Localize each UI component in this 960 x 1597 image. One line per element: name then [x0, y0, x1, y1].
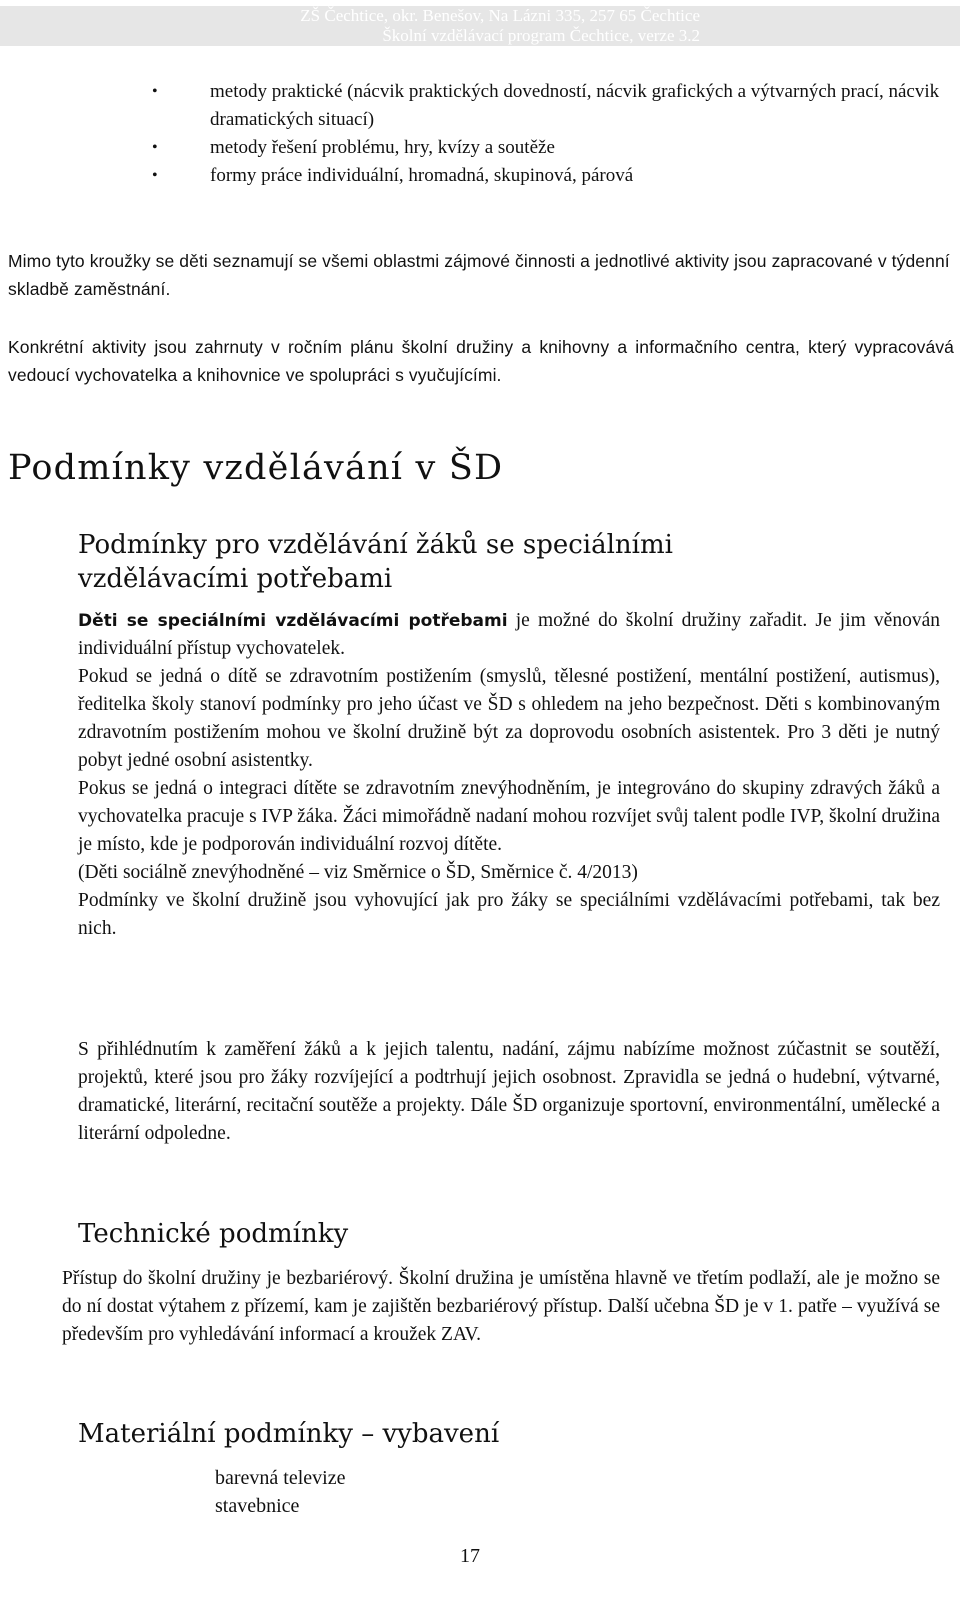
ssp-paragraph-2: Pokud se jedná o dítě se zdravotním postižením (smyslů, tělesné postižení, mentální postižení, autismus), ředitelka školy stanoví podmínky pro jeho účast ve ŠD s ohledem na jeho bezpečnost. Děti s kombinovaným zdravotním postižením mohou ve školní družině být za doprovodu osobních asistentek. Pro 3 děti je nutný pobyt jedné osobní asistentky.: [78, 666, 940, 771]
list-item-text: metody řešení problému, hry, kvízy a soutěže: [210, 137, 555, 158]
header-program-version: Školní vzdělávací program Čechtice, verze 3.2: [382, 26, 700, 45]
material-list: [215, 1464, 345, 1520]
page-number: 17: [460, 1545, 480, 1567]
bullet-icon: •: [152, 167, 158, 184]
ssp-lead-paragraph: [78, 607, 940, 663]
header-school-address: ZŠ Čechtice, okr. Benešov, Na Lázni 335, 257 65 Čechtice: [300, 6, 700, 25]
list-item-text: formy práce individuální, hromadná, skupinová, párová: [210, 165, 634, 186]
ssp-lead-rest: je možné do školní družiny zařadit. Je jim věnován individuální přístup vychovatelek.: [78, 610, 940, 659]
material-title: Materiální podmínky – vybavení: [78, 1419, 500, 1449]
paragraph-prihlednutim-text: S přihlédnutím k zaměření žáků a k jejich talentu, nadání, zájmu nabízíme možnost zúčastnit se soutěží, projektů, které jsou pro žáky rozvíjející a podtrhují jejich osobnost. Zpravidla se jedná o hudební, výtvarné, dramatické, literární, recitační soutěže a projekty. Dále ŠD organizuje sportovní, environmentální, umělecké a literární odpoledne.: [78, 1039, 940, 1144]
methods-list: [150, 78, 950, 190]
section-title: Podmínky vzdělávání v ŠD: [8, 448, 504, 488]
paragraph-prihlednutim: [78, 1036, 940, 1148]
page-header: [0, 6, 960, 46]
ssp-lead-bold: Děti se speciálními vzdělávacími potřebami: [78, 611, 508, 631]
subsection-title-ssp: Podmínky pro vzdělávání žáků se speciálními vzdělávacími potřebami: [78, 530, 673, 594]
paragraph-mimo: Mimo tyto kroužky se děti seznamují se všemi oblastmi zájmové činnosti a jednotlivé aktivity jsou zapracované v týdenní skladbě zaměstnání.: [8, 251, 950, 299]
technical-text: Přístup do školní družiny je bezbariérový. Školní družina je umístěna hlavně ve třetím podlaží, ale je možno se do ní dostat výtahem z přízemí, kam je zajištěn bezbariérový přístup. Další učebna ŠD je v 1. patře – využívá se především pro vyhledávání informací a kroužek ZAV.: [62, 1268, 940, 1345]
bullet-icon: •: [152, 139, 158, 156]
technical-title: Technické podmínky: [78, 1219, 349, 1249]
list-item: [150, 162, 950, 190]
technical-text-block: [62, 1265, 940, 1349]
ssp-text-block: [78, 607, 940, 943]
list-item: stavebnice: [215, 1495, 300, 1517]
ssp-paragraph-3: Pokus se jedná o integraci dítěte se zdravotním znevýhodněním, je integrováno do skupiny zdravých žáků a vychovatelka pracuje s IVP žáka. Žáci mimořádně nadaní mohou rozvíjet svůj talent podle IVP, školní družina je místo, kde je podporován individuální rozvoj dítěte.: [78, 778, 940, 855]
list-item: [150, 78, 950, 134]
list-item: [150, 134, 950, 162]
list-item-text: metody praktické (nácvik praktických dovedností, nácvik grafických a výtvarných prací, nácvik dramatických situací): [210, 81, 940, 130]
ssp-paragraph-4: (Děti sociálně znevýhodněné – viz Směrnice o ŠD, Směrnice č. 4/2013): [78, 862, 638, 883]
paragraph-konkretni: Konkrétní aktivity jsou zahrnuty v ročním plánu školní družiny a knihovny a informačního centra, který vypracovává vedoucí vychovatelka a knihovnice ve spolupráci s vyučujícími.: [8, 337, 954, 385]
bullet-icon: •: [152, 83, 158, 100]
ssp-paragraph-5: Podmínky ve školní družině jsou vyhovující jak pro žáky se speciálními vzdělávacími potřebami, tak bez nich.: [78, 890, 940, 939]
list-item: barevná televize: [215, 1467, 346, 1489]
